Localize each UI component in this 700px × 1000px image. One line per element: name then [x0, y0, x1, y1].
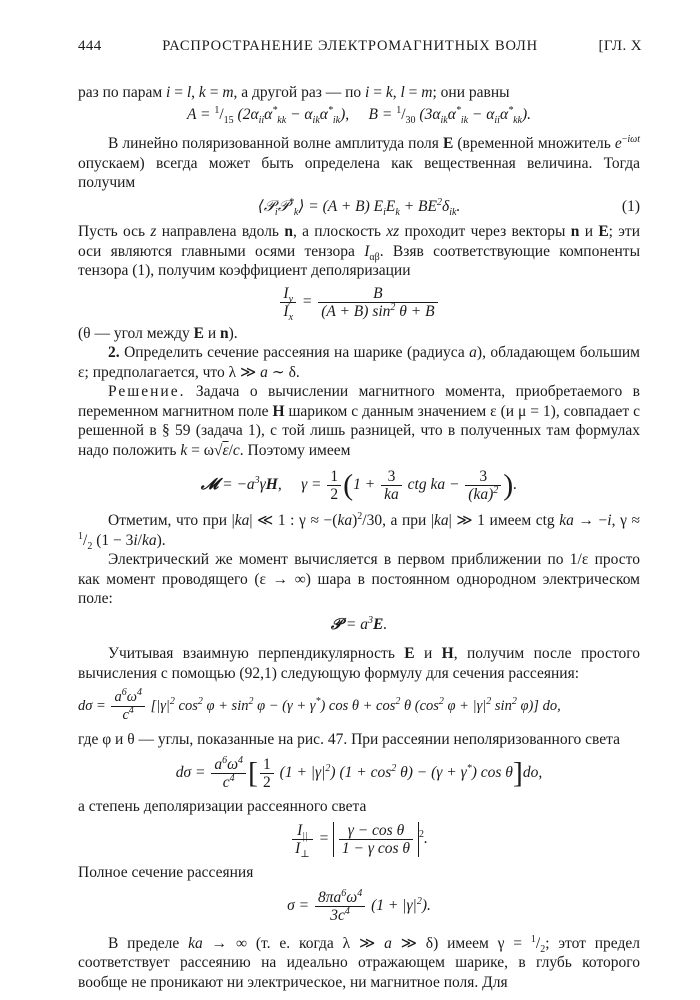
paragraph: раз по парам i = l, k = m, а другой раз — по i = k, l = m; они равны [78, 84, 510, 101]
paragraph: Отметим, что при |ka| ≪ 1 : γ ≈ −(ka)$^2$/30, а при |ka| ≫ 1 имеем ctg ka → −i, $\gamma \approx ^1/_2$ (1 − 3i/ka). [78, 510, 640, 552]
solution-paragraph: Решение. Задача о вычислении магнитного момента, приобретаемого в переменном магнитном поле H шариком с данным значением ε (и μ = 1), совпадает с решенной в § 59 (задача 1), с той лишь разницей, что в полученных там формулах надо положить k = ω√ε/c. Поэтому имеем [78, 383, 640, 459]
equation-unpolarized: dσ = $\frac{a^6\omega^4}{c^4}$ [ $\frac{1}{2}$ $(1 + |\gamma|^2)$ $(1 + \cos^2 \theta) - (\gamma + \gamma^*)$ cos θ]do, [175, 754, 543, 791]
equation-ratio: $\frac{I_{||}}{I_\perp}$ = $\frac{\text{γ − cos θ}}{\text{1 − γ cos θ}}$ $^2$. [78, 822, 640, 857]
paragraph: Учитывая взаимную перпендикулярность E и H, получим после простого вычисления с помощью (92,1) следующую формулу для сечения рассеяния: [78, 645, 640, 682]
equation-electric-moment: 𝒫 = $a^3E$. [330, 614, 388, 633]
page-body [78, 83, 640, 992]
equation-magnetic-moment: 𝓜 = $-a^3\gamma H$, γ = $\frac{1}{2}$ (1 + $\frac{3}{ka}$ ctg ka − $\frac{3}{(ka)^2}$ ). [200, 468, 518, 503]
equation-cross-section: dσ = $\frac{a^6\omega^4}{c^4}$ [$|\gamma|^2$ $\cos^2 \varphi + \sin^2 \varphi - (\gamma + \gamma^*)$ $\cos \theta + \cos^2 \theta$ ($\cos^2$ $\varphi + |\gamma|^2$ $\sin^2 \varphi$)] do, [78, 687, 561, 723]
paragraph: Электрический же момент вычисляется в первом приближении по 1/ε просто как момент проводящего (ε → ∞) шара в постоянном однородном электрическом поле: [78, 551, 640, 607]
paragraph: (θ — угол между E и n). [78, 324, 238, 342]
solution-label: Решение. [108, 383, 186, 400]
equation-number: (1) [621, 197, 640, 215]
paragraph: где φ и θ — углы, показанные на рис. 47. При рассеянии неполяризованного света [78, 731, 620, 748]
equation-1: ⟨𝒫$_i$𝒫*$_k$⟩ = (A + B) $E_iE_k + BE^2\delta_{ik}$. (1) [257, 196, 640, 218]
chapter-marker: [ГЛ. X [598, 38, 642, 54]
paragraph: В линейно поляризованной волне амплитуда поля E (временной множитель $e^{-i\omega t}$ опускаем) всегда может быть определена как вещественная величина. Тогда получим [78, 133, 640, 191]
problem-2: 2. Определить сечение рассеяния на шарике (радиуса a), обладающем большим ε; предполагается, что λ ≫ a ∼ δ. [78, 344, 640, 381]
paragraph: Пусть ось z направлена вдоль n, а плоскость xz проходит через векторы n и E; эти оси являются главными осями тензора $I_{\alpha\beta}$. Взяв соответствующие компоненты тензора (1), получим коэффициент деполяризации [78, 223, 641, 279]
paragraph: Полное сечение рассеяния [78, 864, 254, 881]
running-title: РАСПРОСТРАНЕНИЕ ЭЛЕКТРОМАГНИТНЫХ ВОЛН [162, 38, 538, 54]
page-number: 444 [78, 38, 102, 54]
equation-A-B: $A = ^1/_{15}$ $(2\alpha_{ii}\alpha^*_{kk} - \alpha_{ik}\alpha^*_{ik})$, $B = ^1/_{30}$ $(3\alpha_{ik}\alpha^*_{ik} - \alpha_{ii}\alpha^*_{kk})$. [186, 104, 532, 126]
running-header [78, 38, 642, 60]
paragraph: В пределе ka → ∞ (т. е. когда λ ≫ a ≫ δ) имеем $\gamma = ^1/_2$; этот предел соответствует рассеянию на идеально отражающем шарике, в глубь которого вообще не проникают ни электрическое, ни магнитное поля. Для [78, 933, 640, 991]
equation-depolarization: $\frac{I_y}{I_x}$ = $\frac{B}{(A + B) \sin^2 \theta + B}$ [78, 285, 640, 320]
equation-total-cross-section: σ = $\frac{8\pi a^6\omega^4}{3c^4}$ $(1 + |\gamma|^2)$. [287, 887, 431, 924]
paragraph: а степень деполяризации рассеянного света [78, 797, 367, 815]
